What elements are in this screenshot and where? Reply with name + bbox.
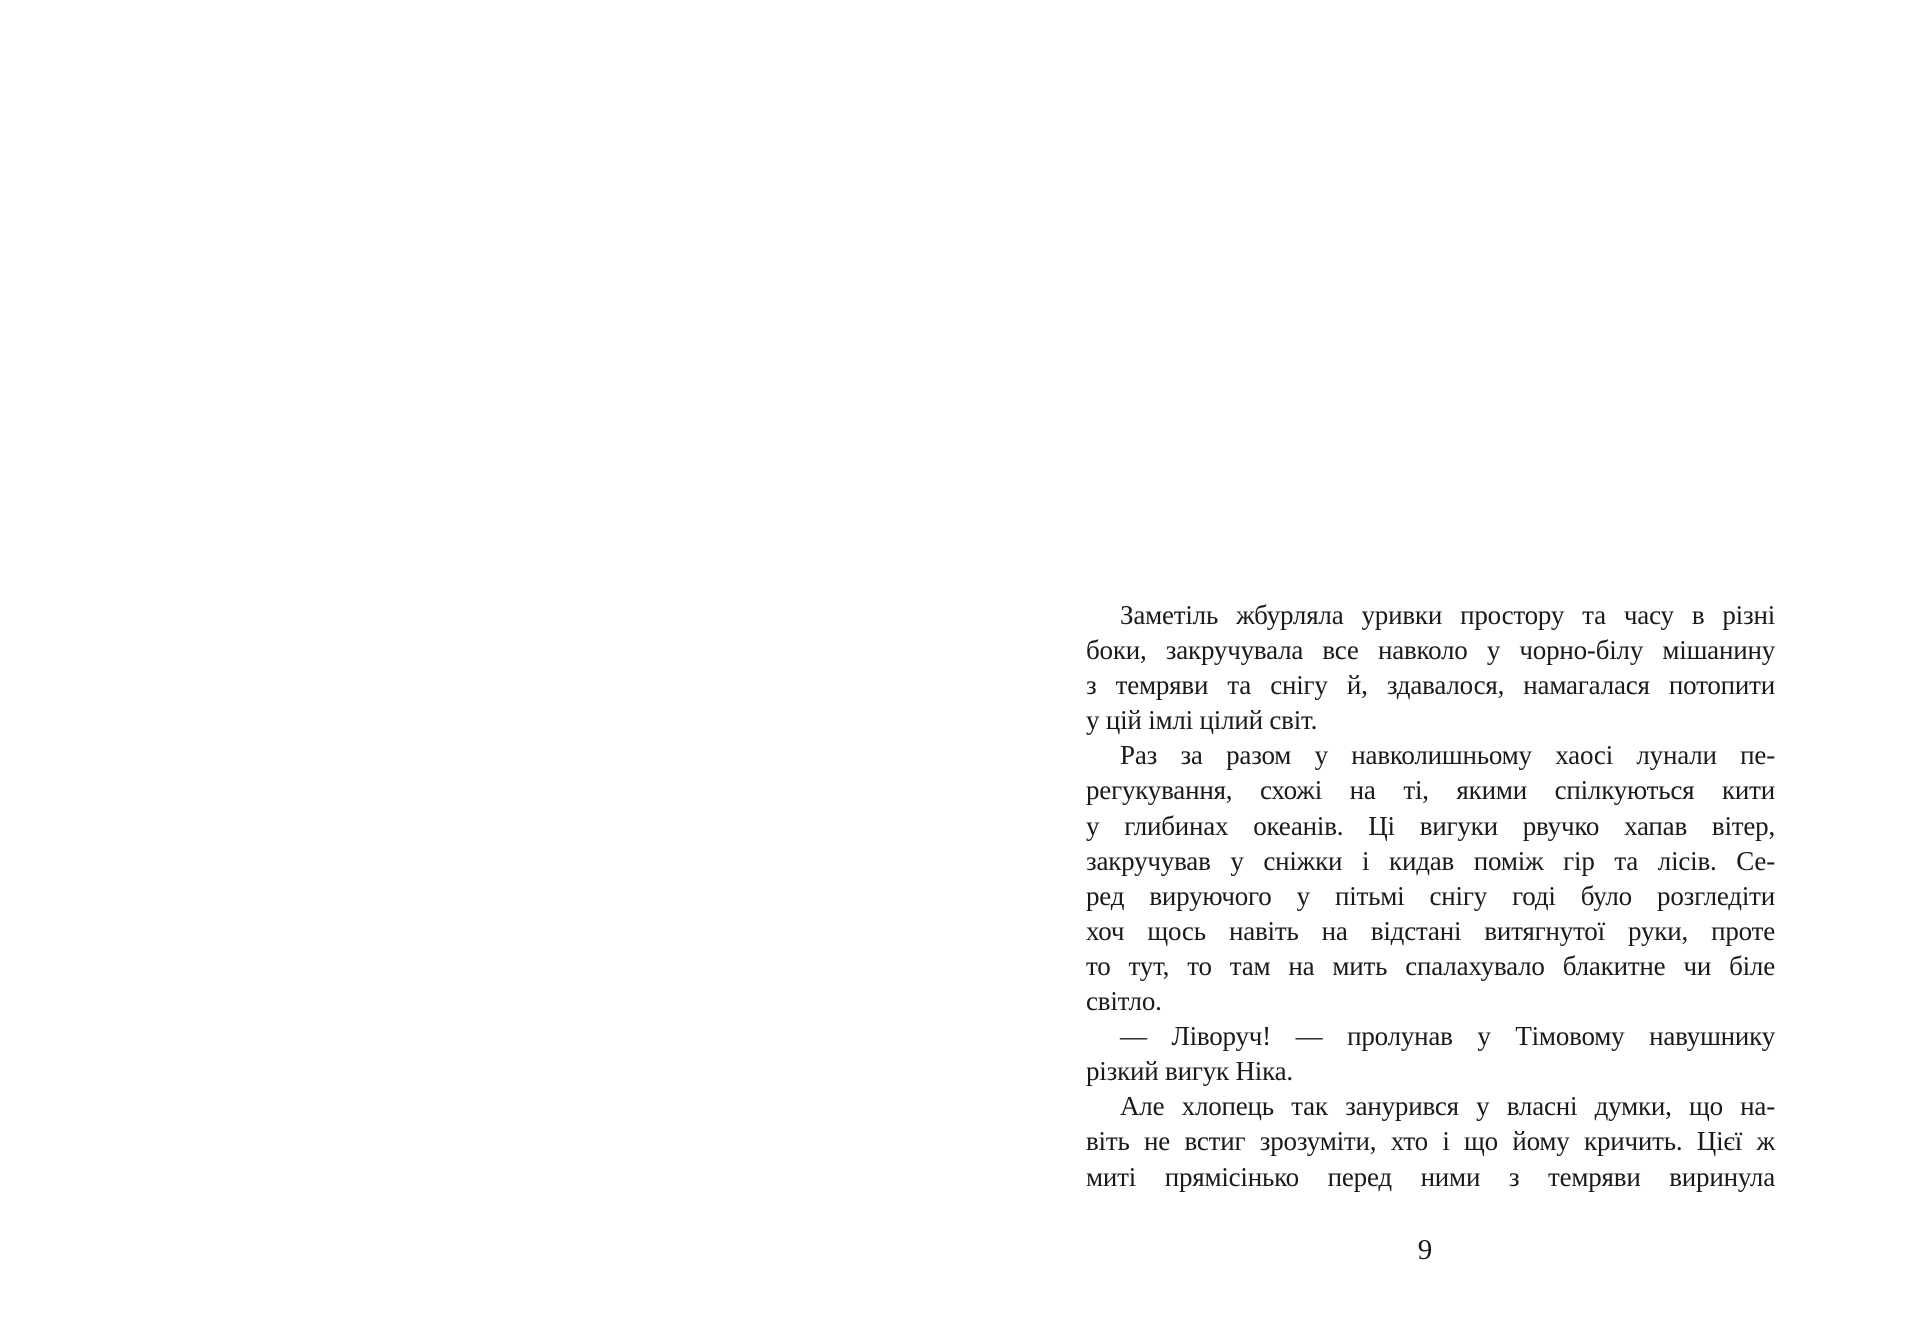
text-line: світло. — [1086, 986, 1162, 1017]
text-line: — Ліворуч! — пролунав у Тімовому навушнику — [1120, 1021, 1775, 1052]
text-line: ред вируючого у пітьмі снігу годі було розгледіти — [1086, 880, 1775, 911]
text-line: то тут, то там на мить спалахувало блакитне чи біле — [1086, 950, 1775, 981]
text-line: у глибинах океанів. Ці вигуки рвучко хапав вітер, — [1086, 810, 1775, 841]
text-line: різкий вигук Ніка. — [1086, 1056, 1293, 1087]
text-line: регукування, схожі на ті, якими спілкуються кити — [1086, 775, 1775, 806]
page-number: 9 — [1417, 1234, 1433, 1266]
text-line: Заметіль жбурляла уривки простору та часу в різні — [1120, 600, 1775, 630]
text-line: хоч щось навіть на відстані витягнутої руки, проте — [1086, 915, 1775, 946]
text-line: з темряви та снігу й, здавалося, намагалася потопити — [1086, 670, 1775, 701]
text-line: боки, закручувала все навколо у чорно-білу мішанину — [1086, 635, 1775, 666]
text-line: закручував у сніжки і кидав поміж гір та лісів. Се- — [1086, 845, 1775, 876]
text-line: у цій імлі цілий світ. — [1086, 705, 1318, 736]
body-text — [1086, 598, 1775, 1195]
text-line: віть не встиг зрозуміти, хто і що йому кричить. Цієї ж — [1086, 1126, 1775, 1157]
text-line: миті прямісінько перед ними з темряви виринула — [1086, 1161, 1775, 1192]
text-line: Раз за разом у навколишньому хаосі лунали пе- — [1120, 740, 1775, 771]
text-line: Але хлопець так занурився у власні думки, що на- — [1120, 1091, 1775, 1122]
right-page — [960, 0, 1920, 1325]
